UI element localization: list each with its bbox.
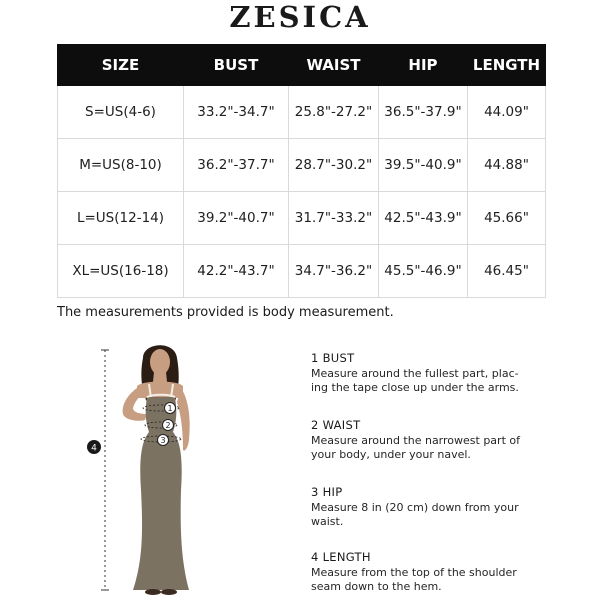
table-row	[58, 86, 546, 139]
cell-length: 45.66"	[468, 192, 546, 245]
right-arm	[177, 388, 190, 451]
marker-3-label: 3	[160, 436, 166, 445]
instruction-line: ing the tape close up under the arms.	[311, 381, 519, 394]
cell-size: XL=US(16-18)	[58, 245, 184, 298]
instruction-title: 3 HIP	[311, 485, 343, 499]
brand-logo: ZESICA	[229, 0, 371, 34]
cell-hip: 39.5"-40.9"	[379, 139, 468, 192]
size-chart-header-row	[58, 45, 546, 86]
cell-size: M=US(8-10)	[58, 139, 184, 192]
instruction-title: 1 BUST	[311, 351, 355, 365]
instruction-line: your body, under your navel.	[311, 448, 471, 461]
table-row	[58, 139, 546, 192]
cell-hip: 42.5"-43.9"	[379, 192, 468, 245]
header-size: SIZE	[58, 45, 184, 86]
cell-waist: 31.7"-33.2"	[289, 192, 379, 245]
header-length: LENGTH	[468, 45, 546, 86]
model-figure-illustration	[85, 340, 285, 598]
cell-size: S=US(4-6)	[58, 86, 184, 139]
cell-length: 44.88"	[468, 139, 546, 192]
foot-left	[145, 589, 161, 595]
foot-right	[161, 589, 177, 595]
size-chart-table	[57, 44, 546, 298]
face	[150, 349, 170, 375]
cell-length: 46.45"	[468, 245, 546, 298]
cell-size: L=US(12-14)	[58, 192, 184, 245]
cell-bust: 39.2"-40.7"	[184, 192, 289, 245]
cell-waist: 34.7"-36.2"	[289, 245, 379, 298]
instruction-line: seam down to the hem.	[311, 580, 442, 593]
instruction-line: Measure from the top of the shoulder	[311, 565, 517, 579]
marker-1-label: 1	[167, 404, 173, 413]
header-waist: WAIST	[289, 45, 379, 86]
header-hip: HIP	[379, 45, 468, 86]
measurement-note: The measurements provided is body measurement.	[57, 305, 394, 320]
instruction-line: Measure around the fullest part, plac-	[311, 366, 519, 380]
instruction-line: waist.	[311, 515, 344, 528]
instruction-bust	[311, 351, 541, 396]
table-row	[58, 192, 546, 245]
instruction-title: 2 WAIST	[311, 418, 361, 432]
instruction-waist	[311, 418, 541, 463]
cell-hip: 36.5"-37.9"	[379, 86, 468, 139]
marker-2-label: 2	[165, 421, 171, 430]
cell-bust: 33.2"-34.7"	[184, 86, 289, 139]
instruction-line: Measure 8 in (20 cm) down from your	[311, 500, 519, 514]
marker-4-label: 4	[91, 443, 97, 454]
instruction-length	[311, 550, 541, 595]
cell-waist: 28.7"-30.2"	[289, 139, 379, 192]
instruction-hip	[311, 485, 541, 530]
cell-waist: 25.8"-27.2"	[289, 86, 379, 139]
header-bust: BUST	[184, 45, 289, 86]
dress	[133, 397, 189, 590]
instruction-line: Measure around the narrowest part of	[311, 433, 520, 447]
cell-length: 44.09"	[468, 86, 546, 139]
cell-bust: 36.2"-37.7"	[184, 139, 289, 192]
cell-bust: 42.2"-43.7"	[184, 245, 289, 298]
cell-hip: 45.5"-46.9"	[379, 245, 468, 298]
neck	[153, 372, 167, 382]
table-row	[58, 245, 546, 298]
instruction-title: 4 LENGTH	[311, 550, 371, 564]
